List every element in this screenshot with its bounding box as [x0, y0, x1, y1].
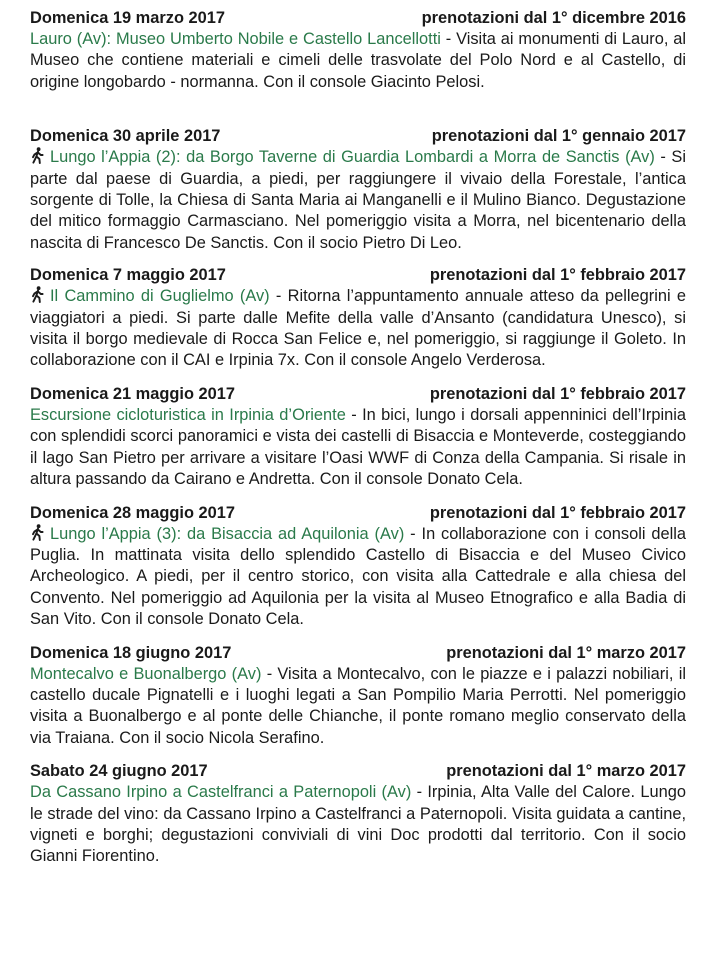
event-booking: prenotazioni dal 1° dicembre 2016: [421, 9, 686, 27]
event-body: [30, 664, 686, 750]
event-date: Domenica 19 marzo 2017: [30, 9, 225, 27]
event-booking: prenotazioni dal 1° febbraio 2017: [429, 503, 686, 522]
event-title: Lungo l’Appia (3): da Bisaccia ad Aquilonia (Av): [50, 524, 405, 543]
event-description: - Ritorna l’appuntamento annuale atteso da pellegrini e viaggiatori a piedi. Si parte dalle Mefite della valle d’Ansanto (candidatura Unesco), si visita il borgo medievale di Rocca San Felice e, nel pomeriggio, si raggiunge il Goleto. In collaborazione con il CAI e Irpinia 7x. Con il console Angelo Verderosa.: [30, 287, 686, 370]
event-body: [30, 147, 686, 254]
event-body: [30, 524, 686, 631]
walker-icon: [30, 524, 44, 541]
event-title: Escursione cicloturistica in Irpinia d’Oriente: [30, 405, 346, 424]
event-header: [30, 126, 686, 147]
events-page: [30, 8, 687, 866]
event-booking: prenotazioni dal 1° gennaio 2017: [431, 127, 686, 146]
event-header: [30, 643, 686, 664]
event-header: [30, 265, 686, 286]
event-date: Sabato 24 giugno 2017: [30, 762, 208, 781]
event-date: Domenica 7 maggio 2017: [30, 266, 226, 285]
event-description: - Irpinia, Alta Valle del Calore. Lungo le strade del vino: da Cassano Irpino a Castelfranci a Paternopoli. Visita guidata a cantine, vigneti e borghi; degustazioni conviviali di vini Doc prodotti dal territorio. Con il socio Gianni Fiorentino.: [30, 783, 686, 866]
event-body: [30, 29, 686, 93]
event-body: [30, 286, 686, 372]
event-title: Il Cammino di Guglielmo (Av): [50, 287, 270, 306]
event-booking: prenotazioni dal 1° febbraio 2017: [429, 266, 686, 285]
event-item: [30, 761, 686, 868]
event-description: - Si parte dal paese di Guardia, a piedi, per raggiungere il vivaio della Forestale, l’antica sorgente di Tolle, la Chiesa di Santa Maria ai Manganelli e il Mulino Bianco. Degustazione del mitico formaggio Carmasciano. Nel pomeriggio visita a Morra, nel bicentenario della nascita di Francesco De Sanctis. Con il socio Pietro Di Leo.: [30, 148, 687, 252]
event-body: [30, 782, 686, 868]
event-date: Domenica 21 maggio 2017: [30, 384, 235, 403]
walker-icon: [30, 147, 44, 164]
event-title: Lauro (Av): Museo Umberto Nobile e Castello Lancellotti: [30, 30, 441, 48]
event-booking: prenotazioni dal 1° marzo 2017: [446, 762, 686, 781]
event-header: [30, 503, 686, 524]
event-header: [30, 384, 686, 405]
event-item: [30, 265, 686, 372]
event-description: - In collaborazione con i consoli della Puglia. In mattinata visita dello splendido Castello di Bisaccia e del Museo Civico Archeologico. A piedi, per il centro storico, con visita alla Cattedrale e alla chiesa del Convento. Nel pomeriggio ad Aquilonia per la visita al Museo Etnografico e alla Badia di San Vito. Con il console Donato Cela.: [30, 524, 686, 629]
event-item: [30, 503, 686, 631]
event-title: Lungo l’Appia (2): da Borgo Taverne di Guardia Lombardi a Morra de Sanctis (Av): [50, 148, 655, 167]
event-date: Domenica 30 aprile 2017: [30, 127, 221, 146]
event-item: [30, 8, 686, 93]
event-date: Domenica 28 maggio 2017: [30, 503, 235, 522]
event-header: [30, 8, 686, 29]
event-booking: prenotazioni dal 1° febbraio 2017: [429, 384, 686, 403]
event-description: - In bici, lungo i dorsali appenninici dell’Irpinia con splendidi scorci panoramici e vista dei castelli di Bisaccia e Monteverde, costeggiando il lago San Pietro per arrivare a visitare l’Oasi WWF di Conza della Campania. Si risale in altura passando da Cairano e Andretta. Con il console Donato Cela.: [30, 405, 686, 489]
event-booking: prenotazioni dal 1° marzo 2017: [446, 643, 686, 662]
event-description: - Visita ai monumenti di Lauro, al Museo che contiene materiali e cimeli delle trasvolate del Polo Nord e al Castello, di origine longobardo - normanna. Con il console Giacinto Pelosi.: [30, 30, 687, 91]
event-title: Da Cassano Irpino a Castelfranci a Paternopoli (Av): [30, 783, 412, 802]
event-title: Montecalvo e Buonalbergo (Av): [30, 664, 262, 683]
event-date: Domenica 18 giugno 2017: [30, 643, 232, 662]
event-body: [30, 405, 686, 491]
event-description: - Visita a Montecalvo, con le piazze e i palazzi nobiliari, il castello ducale Pignatelli e i luoghi legati a San Pompilio Maria Perrotti. Nel pomeriggio visita a Buonalbergo e al ponte delle Chianche, il ponte romano meglio conservato della via Traiana. Con il socio Nicola Serafino.: [30, 664, 686, 747]
event-item: [30, 126, 686, 254]
event-item: [30, 643, 686, 750]
event-header: [30, 761, 686, 782]
walker-icon: [30, 286, 44, 303]
event-item: [30, 384, 686, 491]
